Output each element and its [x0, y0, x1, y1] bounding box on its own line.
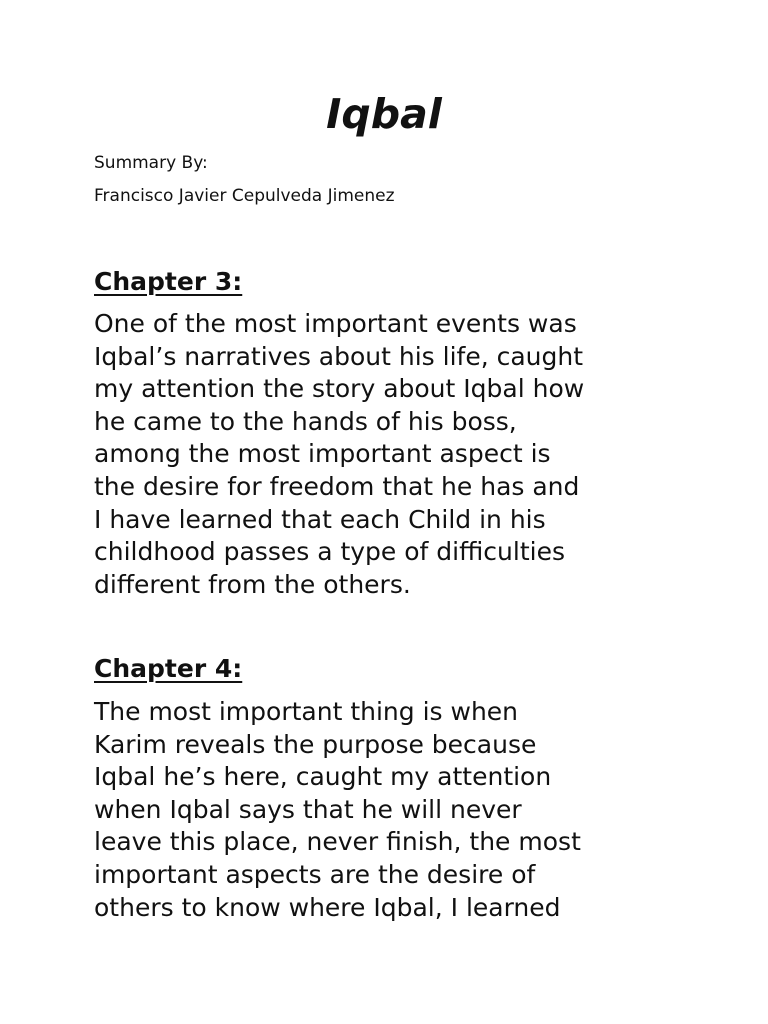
document-title: Iqbal — [326, 90, 442, 138]
author-name: Francisco Javier Cepulveda Jimenez — [94, 186, 395, 206]
chapter-3-line: I have learned that each Child in his — [94, 504, 546, 534]
chapter-4-line: The most important thing is when — [94, 697, 519, 726]
chapter-3-line: Iqbal’s narratives about his life, caught — [94, 341, 584, 371]
chapter-4-line: leave this place, never finish, the most — [94, 827, 581, 857]
chapter-4-line: when Iqbal says that he will never — [94, 794, 522, 824]
chapter-4-line: important aspects are the desire of — [94, 859, 536, 889]
chapter-3-line: my attention the story about Iqbal how — [94, 374, 585, 404]
chapter-3-line: the desire for freedom that he has and — [94, 471, 580, 501]
chapter-3-heading: Chapter 3: — [94, 267, 243, 296]
chapter-3-line: childhood passes a type of difficulties — [94, 537, 565, 567]
chapter-4-heading: Chapter 4: — [94, 654, 243, 683]
chapter-3-body — [94, 308, 694, 601]
chapter-4-line: others to know where Iqbal, I learned — [94, 892, 561, 922]
chapter-3-line: among the most important aspect is — [94, 439, 551, 469]
chapter-4-body — [94, 696, 694, 924]
chapter-3-line: he came to the hands of his boss, — [94, 406, 517, 436]
chapter-3-line: One of the most important events was — [94, 309, 577, 338]
chapter-4-line: Karim reveals the purpose because — [94, 729, 537, 759]
chapter-3-line: different from the others. — [94, 569, 411, 599]
chapter-4-line: Iqbal he’s here, caught my attention — [94, 762, 552, 792]
summary-by-label: Summary By: — [94, 153, 208, 173]
